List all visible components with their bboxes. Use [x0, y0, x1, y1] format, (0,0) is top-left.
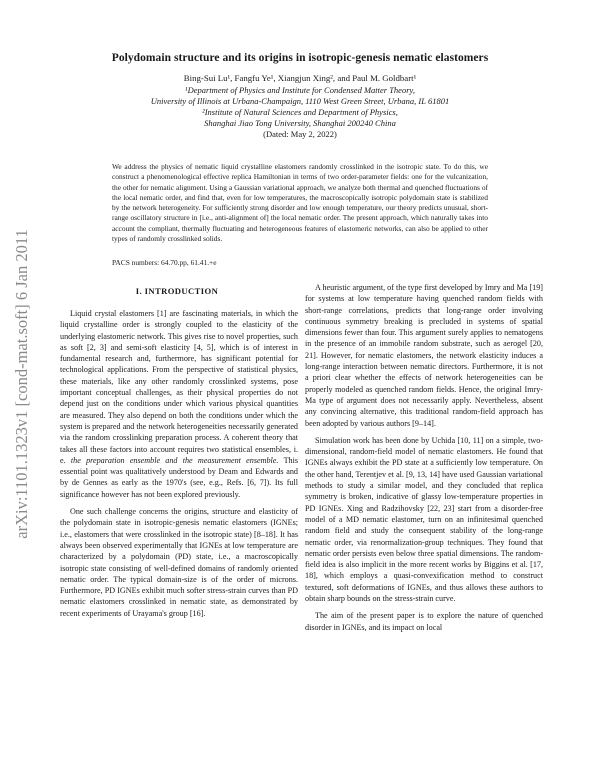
affiliation-1-line-1: ¹Department of Physics and Institute for Condensed Matter Theory, [185, 85, 415, 95]
intro-paragraph-1-emphasis: the preparation ensemble and the measurement ensemble. [70, 455, 279, 465]
intro-paragraph-3: A heuristic argument, of the type first developed by Imry and Ma [19] for systems at low temperature having quenched random fields with short-range correlations, predicts that long-range order involving continuous symmetry breaking is precluded in systems of spatial dimensions fewer than four. This argument surely applies to nematogens in the presence of an immobile random substrate, such as aerogel [20, 21]. However, for nematic elastomers, the network elasticity induces a long-range interaction between nematic directors. Furthermore, it is not a priori clear whether the effects of network heterogeneities can be properly modeled as quenched random fields. Hence, the original Imry-Ma type of argument does not necessarily apply. Nevertheless, absent any convincing alternative, this traditional random-field approach has been adopted by various authors [9–14]. [305, 283, 543, 428]
left-column [60, 308, 298, 619]
intro-paragraph-4: Simulation work has been done by Uchida [10, 11] on a simple, two-dimensional, random-field model of nematic elastomers. He found that IGNEs always exhibit the PD state at a sufficiently low temperature. On the other hand, Terentjev et al. [9, 13, 14] have used Gaussian variational methods to study a similar model, and they concluded that replica symmetry is broken, indicative of glassy low-temperature properties in PD IGNEs. Xing and Radzihovsky [22, 23] start from a disorder-free model of a MD nematic elastomer, turn on an infinitesimal quenched random field and study the consequent stability of the long-range nematic order, via renormalization-group techniques. They found that nematic order persists even below three spatial dimensions. The random-field idea is also implicit in the more recent works by Biggins et al. [17, 18], which employs a quasi-convexification method to construct textured, soft deformations of IGNEs, and thus allows these authors to obtain sharp bounds on the stress-strain curve. [305, 435, 543, 604]
abstract-text: We address the physics of nematic liquid crystalline elastomers randomly crosslinked in the isotropic state. To do this, we construct a phenomenological effective replica Hamiltonian in terms of two order-parameter fields: one for the vulcanization, the other for nematic alignment. Using a Gaussian variational approach, we analyze both thermal and quenched fluctuations of the local nematic order, and find that, even for low temperatures, the macroscopically isotropic polydomain state is stabilized by the network heterogeneity. For sufficiently strong disorder and low enough temperature, our theory predicts unusual, short-range oscillatory structure in [i.e., anti-alignment of] the local nematic order. The present approach, which naturally takes into account the compliant, thermally fluctuating and heterogeneous features of elastomeric networks, can also be applied to other types of randomly crosslinked solids. [112, 162, 488, 244]
intro-paragraph-1-text-b: This essential point was qualitatively understood by Deam and Edwards and by de Gennes as early as the 1970's (see, e.g., Refs. [6, 7]). Its full significance however has not been explored previously. [60, 455, 299, 499]
paper-title: Polydomain structure and its origins in isotropic-genesis nematic elastomers [111, 52, 489, 64]
arxiv-identifier: arXiv:1101.1323v1 [cond-mat.soft] 6 Jan 2011 [12, 229, 31, 539]
right-column [305, 282, 543, 633]
author-list: Bing-Sui Lu¹, Fangfu Ye¹, Xiangjun Xing², and Paul M. Goldbart¹ [183, 73, 417, 83]
pacs-numbers: PACS numbers: 64.70.pp, 61.41.+e [112, 258, 217, 267]
section-heading-introduction: I. INTRODUCTION [135, 286, 219, 296]
affiliation-2-line-2: Shanghai Jiao Tong University, Shanghai 200240 China [204, 118, 396, 128]
paper-date: (Dated: May 2, 2022) [263, 129, 337, 139]
affiliation-1-line-2: University of Illinois at Urbana-Champaign, 1110 West Green Street, Urbana, IL 61801 [150, 96, 450, 106]
affiliation-2-line-1: ²Institute of Natural Sciences and Department of Physics, [202, 107, 398, 117]
intro-paragraph-5: The aim of the present paper is to explore the nature of quenched disorder in IGNEs, and its impact on local [305, 611, 543, 632]
intro-paragraph-1 [60, 308, 298, 500]
intro-paragraph-2: One such challenge concerns the origins, structure and elasticity of the polydomain state in isotropic-genesis nematic elastomers (IGNEs; i.e., elastomers that were crosslinked in the isotropic state) [8–18]. It has always been observed experimentally that IGNEs at low temperature are characterized by a polydomain (PD) state, i.e., a macroscopically isotropic state consisting of well-defined domains of randomly oriented nematic order. The typical domain-size is of the order of microns. Furthermore, PD IGNEs exhibit much softer stress-strain curves than PD nematic elastomers crosslinked in nematic state, as demonstrated by recent experiments of Urayama's group [16]. [60, 507, 298, 618]
intro-paragraph-1-text-a: Liquid crystal elastomers [1] are fascinating materials, in which the liquid crystalline order is strongly coupled to the elasticity of the underlying elastomeric network. This gives rise to novel properties, such as soft [2, 3] and semi-soft elasticity [4, 5], which is of interest in fundamental research and, furthermore, has significant potential for technological applications. From the perspective of statistical physics, these materials, like any other randomly crosslinked systems, pose important conceptual challenges, as their physical properties do not depend just on the conditions under which various physical quantities are measured. They also depend on both the conditions under which the system is prepared and the network heterogeneities necessarily generated via the random crosslinking preparation process. A coherent theory that takes all these factors into account requires two statistical ensembles, i. e. [60, 309, 298, 465]
